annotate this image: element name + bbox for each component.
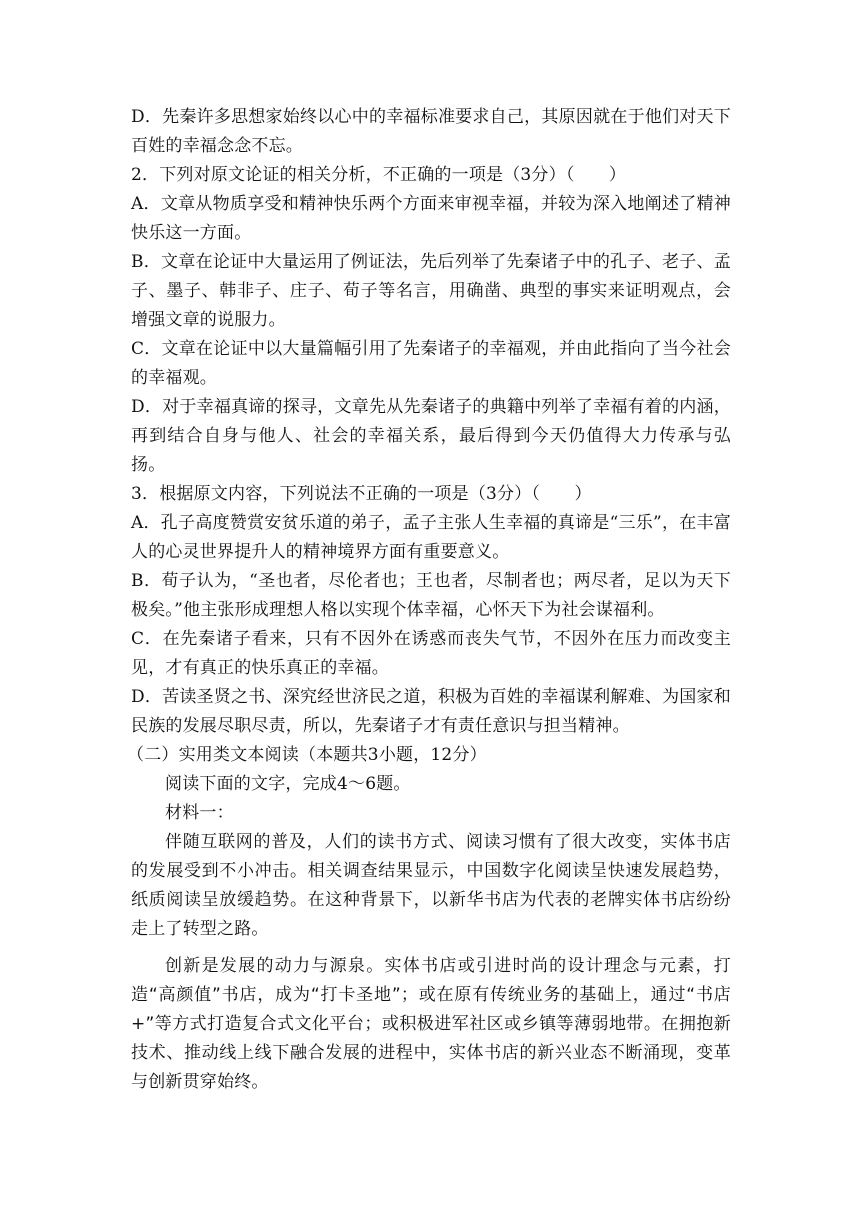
q3-option-b: B．荀子认为，“圣也者，尽伦者也；王也者，尽制者也；两尽者，足以为天下极矣。”他主张形成理想人格以实现个体幸福，心怀天下为社会谋福利。 <box>131 571 731 620</box>
material-label: 材料一： <box>165 803 234 823</box>
q3-option-a: A．孔子高度赞赏安贫乐道的弟子，孟子主张人生幸福的真谛是“三乐”，在丰富人的心灵世界提升人的精神境界方面有重要意义。 <box>131 513 731 562</box>
q2-option-a: A．文章从物质享受和精神快乐两个方面来审视幸福，并较为深入地阐述了精神快乐这一方面。 <box>131 194 731 243</box>
material-paragraph-1: 伴随互联网的普及，人们的读书方式、阅读习惯有了很大改变，实体书店的发展受到不小冲击。相关调查结果显示，中国数字化阅读呈快速发展趋势，纸质阅读呈放缓趋势。在这种背景下，以新华书店为代表的老牌实体书店纷纷走上了转型之路。 <box>131 832 731 939</box>
q3-option-d: D．苦读圣贤之书、深究经世济民之道，积极为百姓的幸福谋利解难、为国家和民族的发展尽职尽责，所以，先秦诸子才有责任意识与担当精神。 <box>131 687 731 736</box>
q3-option-c: C．在先秦诸子看来，只有不因外在诱惑而丧失气节，不因外在压力而改变主见，才有真正的快乐真正的幸福。 <box>131 629 731 678</box>
q1-option-d: D．先秦许多思想家始终以心中的幸福标准要求自己，其原因就在于他们对天下百姓的幸福念念不忘。 <box>131 107 731 156</box>
section-heading: （二）实用类文本阅读（本题共3小题，12分） <box>127 745 487 765</box>
q2-option-d: D．对于幸福真谛的探寻，文章先从先秦诸子的典籍中列举了幸福有着的内涵，再到结合自身与他人、社会的幸福关系，最后得到今天仍值得大力传承与弘扬。 <box>131 397 731 475</box>
document-content <box>127 103 731 1097</box>
q2-option-b: B．文章在论证中大量运用了例证法，先后列举了先秦诸子中的孔子、老子、孟子、墨子、韩非子、庄子、荀子等名言，用确凿、典型的事实来证明观点，会增强文章的说服力。 <box>131 252 731 330</box>
q2-option-c: C．文章在论证中以大量篇幅引用了先秦诸子的幸福观，并由此指向了当今社会的幸福观。 <box>131 339 731 388</box>
q2-stem: 2．下列对原文论证的相关分析，不正确的一项是（3分）（ ） <box>131 165 627 185</box>
q3-stem: 3．根据原文内容，下列说法不正确的一项是（3分）（ ） <box>131 484 592 504</box>
material-paragraph-2: 创新是发展的动力与源泉。实体书店或引进时尚的设计理念与元素，打造“高颜值”书店，成为“打卡圣地”；或在原有传统业务的基础上，通过“书店+”等方式打造复合式文化平台；或积极进军社区或乡镇等薄弱地带。在拥抱新技术、推动线上线下融合发展的进程中，实体书店的新兴业态不断涌现，变革与创新贯穿始终。 <box>131 956 731 1092</box>
reading-instruction: 阅读下面的文字，完成4～6题。 <box>165 774 411 794</box>
